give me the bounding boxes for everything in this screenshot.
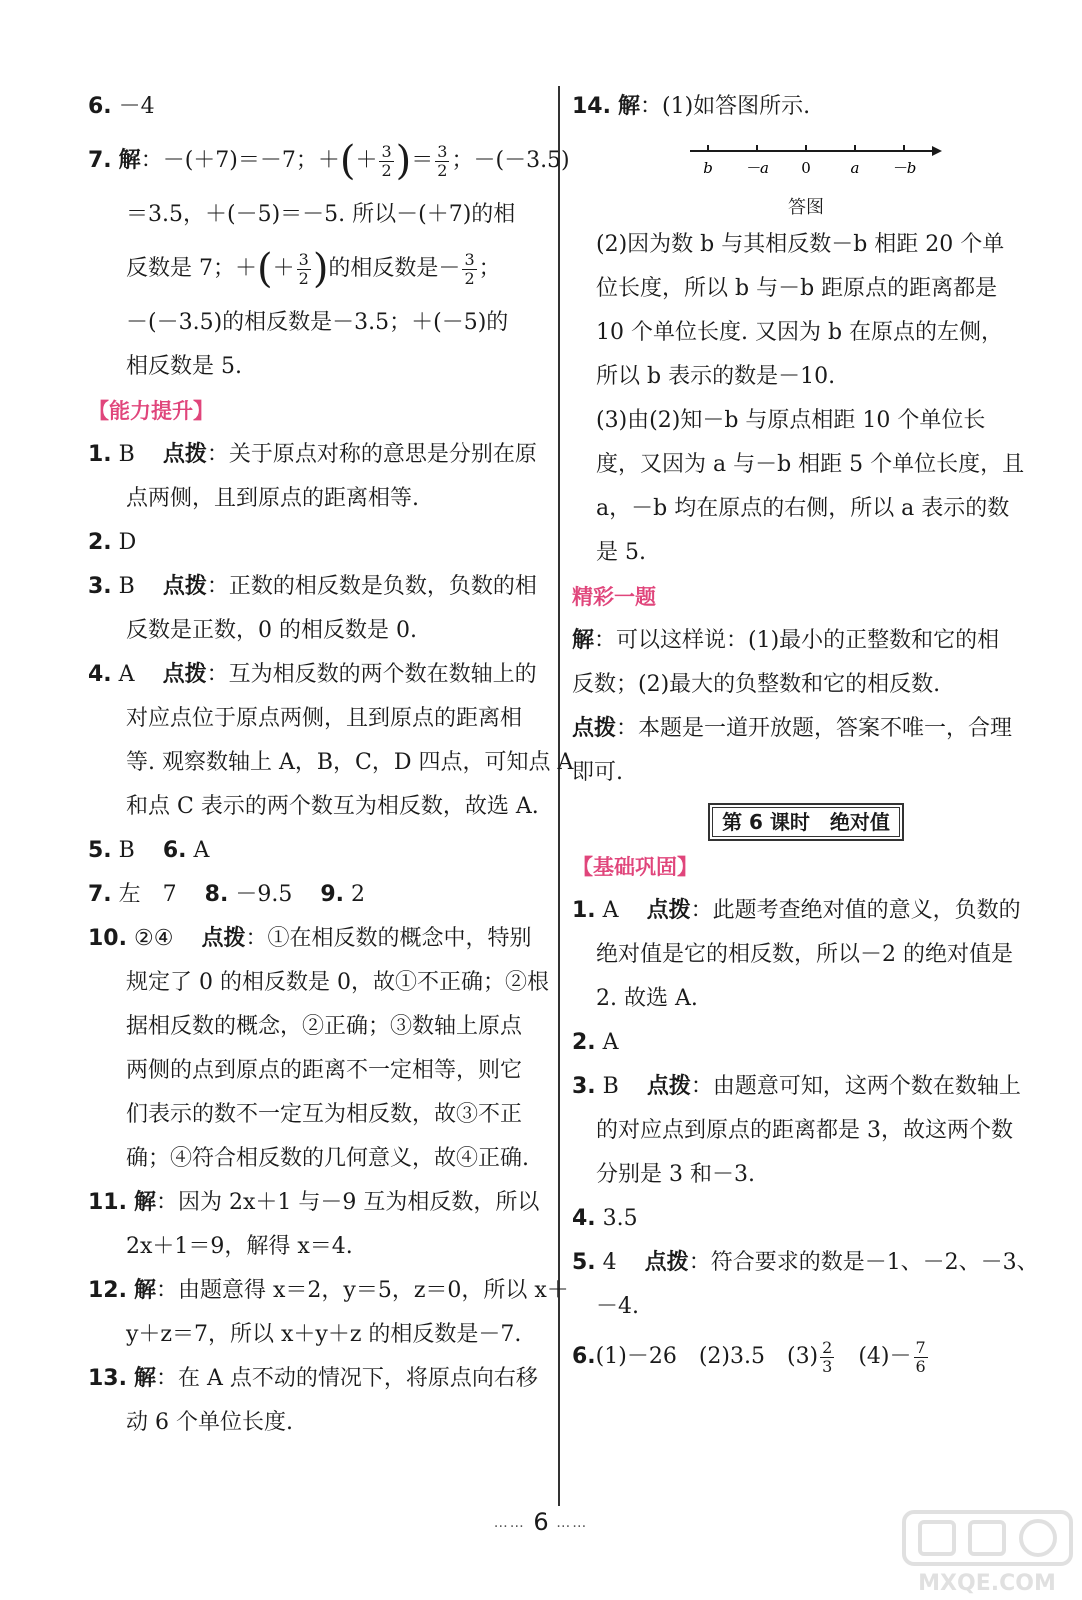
axis-label-b: b (703, 159, 713, 177)
fraction: $\frac{7}{6}$ (915, 1337, 926, 1376)
ability-10-cont3: 两侧的点到原点的距离不一定相等，则它 (126, 1058, 523, 1083)
basic-6: 6.(1)－26 (2)3.5 (3) $\frac{2}{3}$ (4)－ $\frac{7}{6}$ (572, 1337, 926, 1376)
answer-7-line1: 7. 解：－(＋7)＝－7；＋(＋ $\frac{3}{2}$ )＝ $\frac{3}{2}$ ；－(－3.5) (88, 138, 570, 184)
ability-13-cont: 动 6 个单位长度. (126, 1410, 293, 1435)
answer-7-line2: ＝3.5，＋(－5)＝－5. 所以－(＋7)的相 (126, 202, 516, 227)
page-footer: …… 6 …… (493, 1508, 589, 1536)
basic-3: 3. B 点拨：由题意可知，这两个数在数轴上 (572, 1074, 1021, 1099)
basic-3-cont2: 分别是 3 和－3. (596, 1162, 755, 1187)
ability-7-9: 7. 左 7 8. －9.5 9. 2 (88, 882, 366, 907)
ability-4-cont2: 等. 观察数轴上 A，B，C，D 四点，可知点 A (126, 750, 574, 775)
arrow-icon (932, 146, 942, 156)
ability-13: 13. 解：在 A 点不动的情况下，将原点向右移 (88, 1366, 538, 1391)
wonderful-tip: 点拨：本题是一道开放题，答案不唯一，合理 (572, 716, 1013, 741)
fraction: $\frac{3}{2}$ (381, 141, 392, 180)
ability-5-6: 5. B 6. A (88, 838, 210, 863)
basic-3-cont1: 的对应点到原点的距离都是 3，故这两个数 (596, 1118, 1013, 1143)
answer-14-part3-line1: (3)由(2)知－b 与原点相距 10 个单位长 (596, 408, 986, 433)
svg-text:MXQE.COM: MXQE.COM (918, 1571, 1056, 1596)
ability-10-cont5: 确；④符合相反数的几何意义，故④正确. (126, 1146, 529, 1171)
axis-label-a: a (850, 159, 860, 177)
ability-3: 3. B 点拨：正数的相反数是负数，负数的相 (88, 574, 537, 599)
fraction: $\frac{3}{2}$ (298, 249, 309, 288)
answer-14-part2-line4: 所以 b 表示的数是－10. (596, 364, 836, 389)
fraction: $\frac{3}{2}$ (464, 249, 475, 288)
wonderful-solution-cont: 反数；(2)最大的负整数和它的相反数. (572, 672, 941, 697)
left-column (88, 85, 574, 1445)
basic-1-cont2: 2. 故选 A. (596, 986, 698, 1011)
ability-4-cont1: 对应点位于原点两侧，且到原点的距离相 (126, 706, 523, 731)
answer-14-part3-line3: a，－b 均在原点的右侧，所以 a 表示的数 (596, 496, 1010, 521)
ability-12-cont: y＋z＝7，所以 x＋y＋z 的相反数是－7. (126, 1322, 522, 1347)
ability-10-cont1: 规定了 0 的相反数是 0，故①不正确；②根 (126, 970, 549, 995)
section-wonderful-heading: 精彩一题 (572, 585, 656, 609)
fraction: $\frac{2}{3}$ (822, 1337, 833, 1376)
basic-4: 4. 3.5 (572, 1206, 638, 1231)
ability-1: 1. B 点拨：关于原点对称的意思是分别在原 (88, 442, 537, 467)
ability-11-cont: 2x＋1＝9，解得 x＝4. (126, 1234, 353, 1259)
basic-1-cont1: 绝对值是它的相反数，所以－2 的绝对值是 (596, 942, 1013, 967)
ability-10: 10. ②④ 点拨：①在相反数的概念中，特别 (88, 926, 532, 951)
axis-label-neg-b: －b (891, 159, 917, 177)
number-line-figure (572, 129, 1040, 193)
basic-5: 5. 4 点拨：符合要求的数是－1、－2、－3、 (572, 1250, 1039, 1275)
basic-1: 1. A 点拨：此题考查绝对值的意义，负数的 (572, 898, 1021, 923)
answer-14-part3-line4: 是 5. (596, 540, 646, 565)
section-basic-heading: 【基础巩固】 (572, 855, 698, 879)
right-column (572, 85, 1040, 1385)
answer-14-part2-line2: 位长度，所以 b 与－b 距原点的距离都是 (596, 276, 998, 301)
ability-10-cont4: 们表示的数不一定互为相反数，故③不正 (126, 1102, 523, 1127)
basic-2: 2. A (572, 1030, 619, 1055)
axis-label-zero: 0 (801, 159, 811, 177)
ability-4: 4. A 点拨：互为相反数的两个数在数轴上的 (88, 662, 537, 687)
ability-3-cont: 反数是正数，0 的相反数是 0. (126, 618, 417, 643)
basic-5-cont: －4. (596, 1294, 639, 1319)
ability-10-cont2: 据相反数的概念，②正确；③数轴上原点 (126, 1014, 523, 1039)
ability-2: 2. D (88, 530, 137, 555)
ability-11: 11. 解：因为 2x＋1 与－9 互为相反数，所以 (88, 1190, 540, 1215)
answer-7-line3: 反数是 7；＋(＋ $\frac{3}{2}$ )的相反数是－ $\frac{3}{2}$ ； (126, 246, 501, 292)
answer-14-part2-line1: (2)因为数 b 与其相反数－b 相距 20 个单 (596, 232, 1005, 257)
axis-label-neg-a: －a (745, 159, 769, 177)
ability-4-cont3: 和点 C 表示的两个数互为相反数，故选 A. (126, 794, 539, 819)
fraction: $\frac{3}{2}$ (437, 141, 448, 180)
answer-14-part3-line2: 度，又因为 a 与－b 相距 5 个单位长度，且 (596, 452, 1025, 477)
figure-caption: 答图 (788, 197, 824, 218)
lesson-title-wrap (572, 795, 1040, 845)
answer-7-line5: 相反数是 5. (126, 354, 242, 379)
number-line (572, 129, 1040, 193)
answer-7-line4: －(－3.5)的相反数是－3.5；＋(－5)的 (126, 310, 509, 335)
section-ability-heading: 【能力提升】 (88, 399, 214, 423)
answer-14-part2-line3: 10 个单位长度. 又因为 b 在原点的左侧， (596, 320, 1004, 345)
ability-1-cont: 点两侧，且到原点的距离相等. (126, 486, 419, 511)
page-number: 6 (533, 1508, 549, 1536)
wonderful-solution: 解：可以这样说：(1)最小的正整数和它的相 (572, 628, 1000, 653)
answer-6: 6. －4 (88, 94, 155, 119)
wonderful-tip-cont: 即可. (572, 760, 623, 785)
answer-14: 14. 解：(1)如答图所示. (572, 94, 811, 119)
lesson-title: 第 6 课时 绝对值 (708, 803, 904, 841)
ability-12: 12. 解：由题意得 x＝2，y＝5，z＝0，所以 x＋ (88, 1278, 569, 1303)
watermark-logo (900, 1508, 1075, 1596)
